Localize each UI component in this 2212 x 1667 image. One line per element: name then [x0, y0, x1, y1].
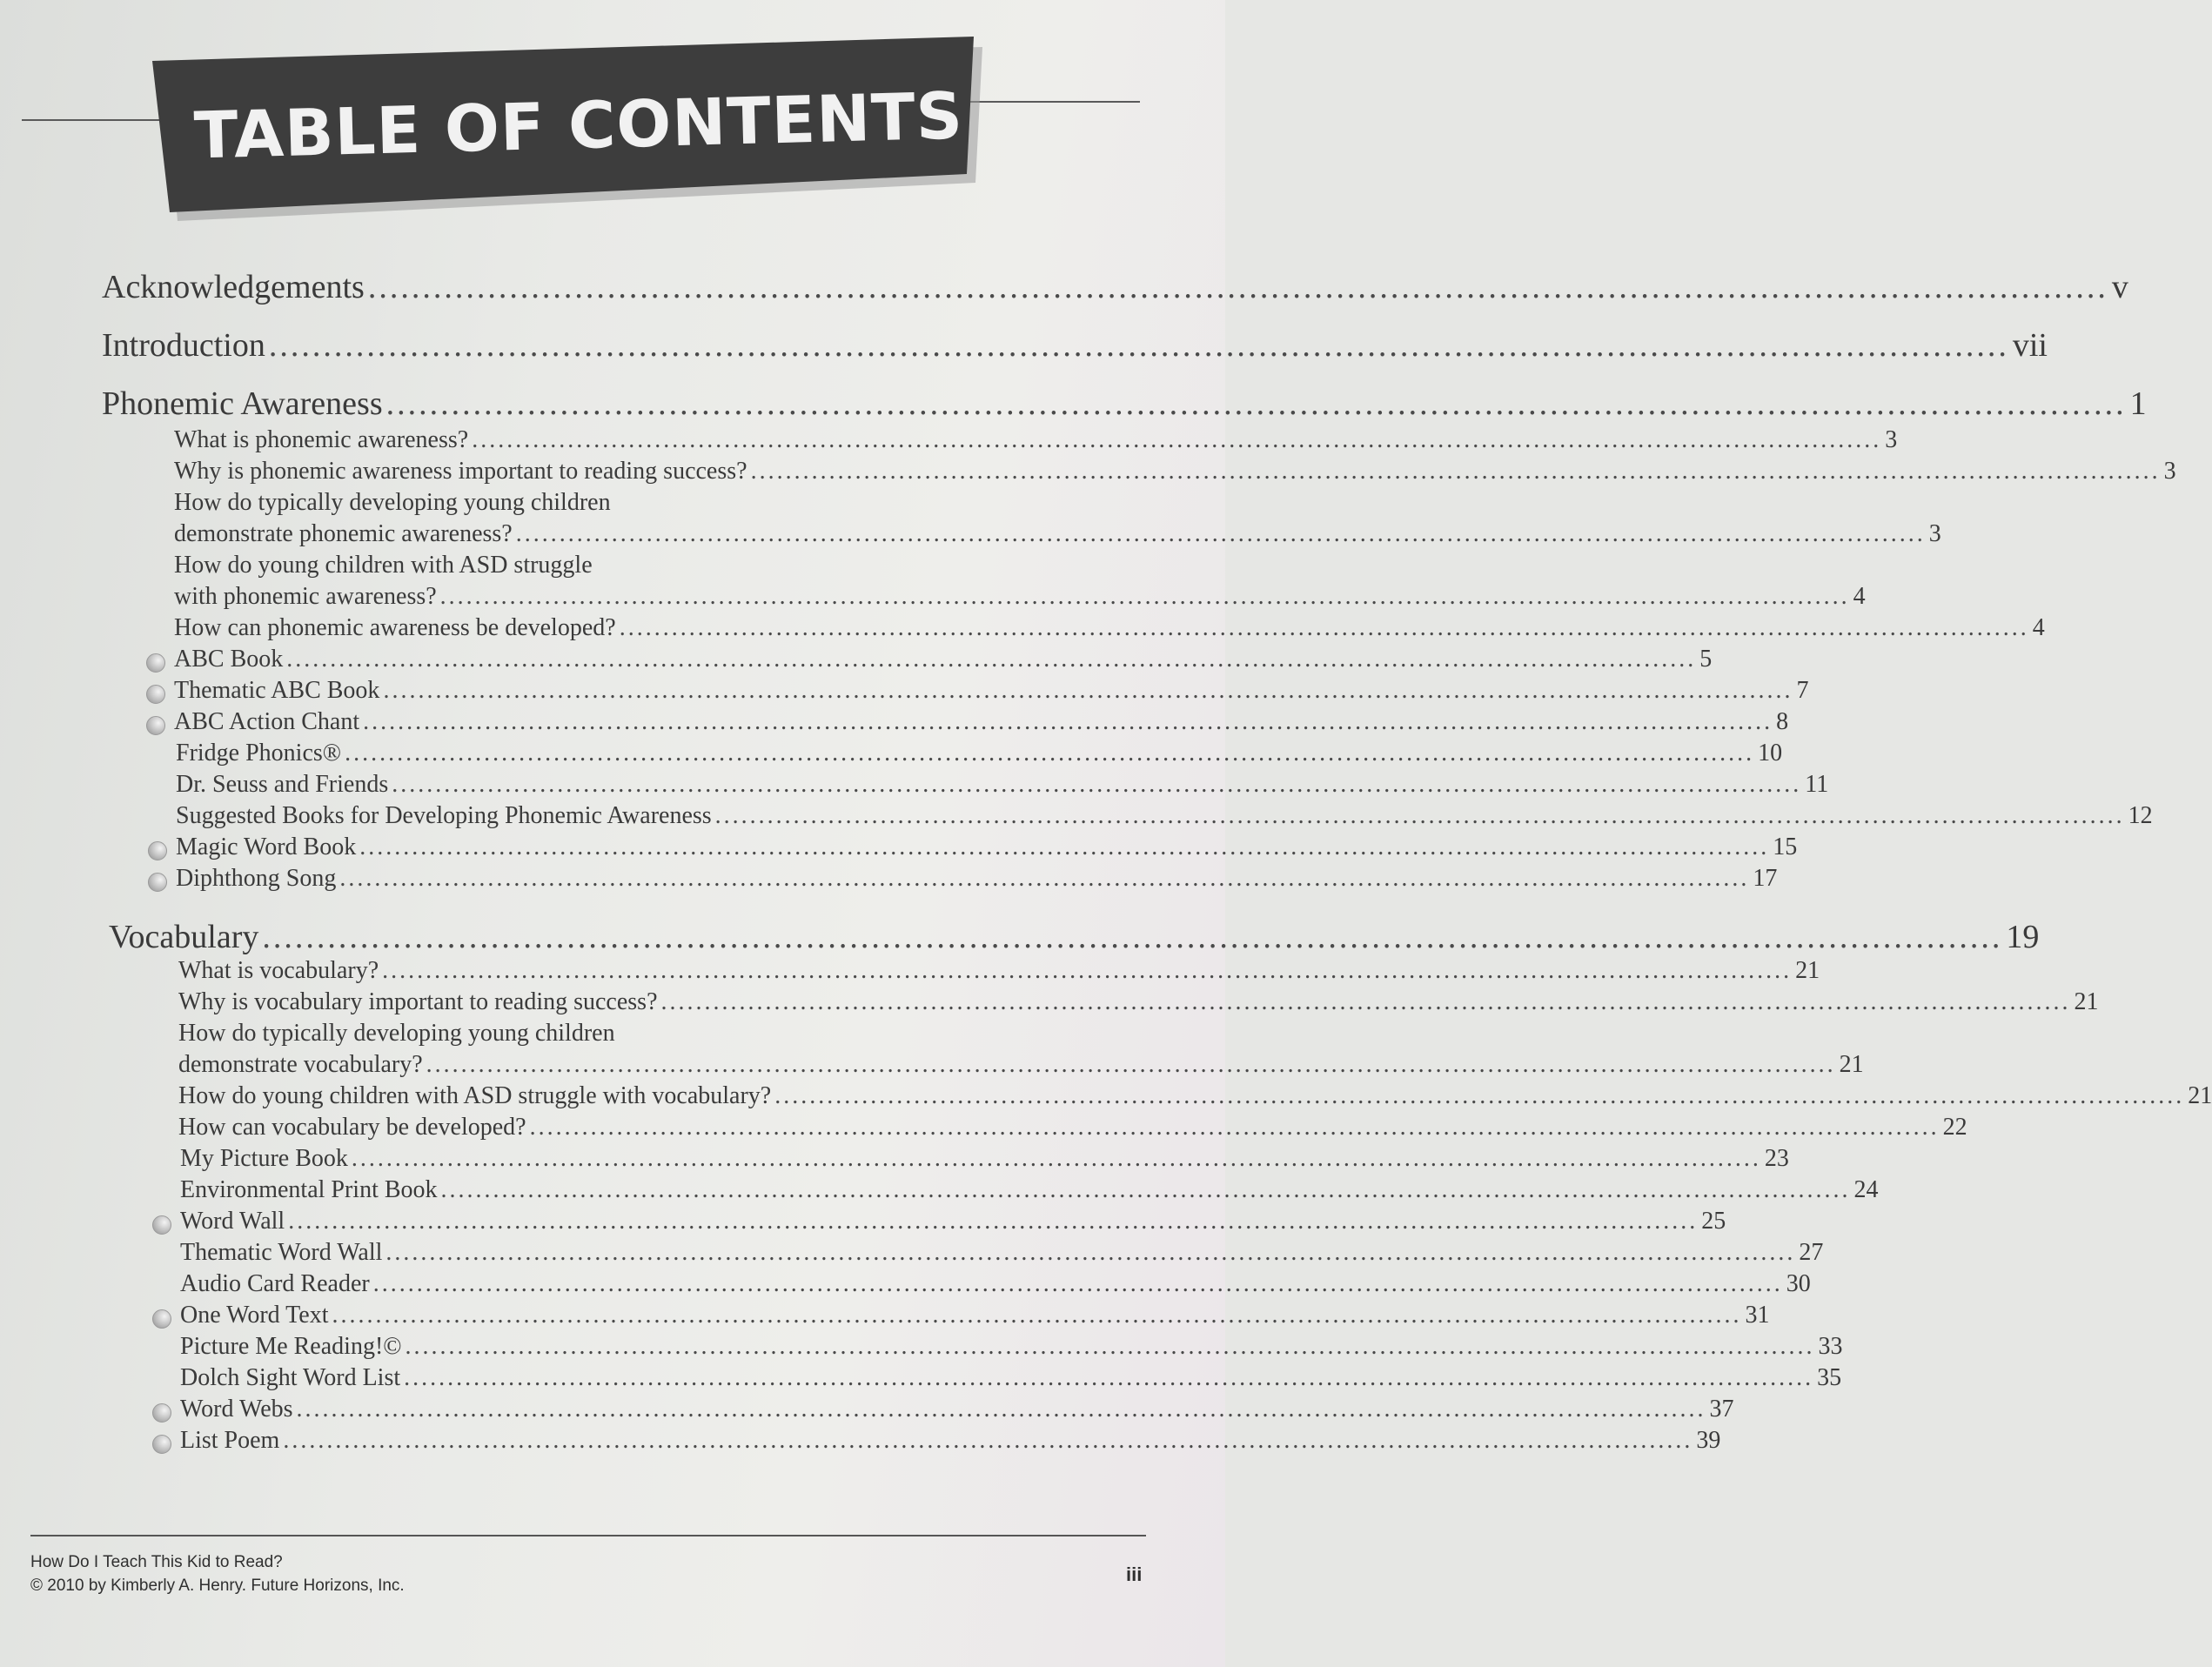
- cd-disc-icon: [146, 653, 165, 673]
- toc-item-title: Thematic ABC Book: [174, 677, 380, 704]
- toc-item-page: 35: [1817, 1364, 1842, 1391]
- toc-item[interactable]: [180, 1270, 1811, 1298]
- toc-item-title: List Poem: [180, 1427, 280, 1454]
- toc-entry-page: v: [2111, 269, 2128, 305]
- toc-item-title: Audio Card Reader: [180, 1270, 370, 1297]
- dot-leader: ..................................................................................................................................................................: [332, 1302, 1742, 1329]
- dot-leader: ................................................................................................................................................................: [367, 269, 2108, 305]
- toc-item-title: Diphthong Song: [176, 865, 337, 892]
- cd-disc-icon: [146, 685, 165, 704]
- dot-leader: ..................................................................................................................................................................: [750, 458, 2161, 485]
- toc-item[interactable]: [174, 708, 1789, 736]
- toc-item-page: 4: [2032, 614, 2045, 641]
- toc-entry-introduction[interactable]: [102, 326, 2048, 365]
- dot-leader: ..................................................................................................................................................................: [286, 646, 1697, 673]
- toc-item-page: 22: [1942, 1114, 1967, 1141]
- toc-item-title: ABC Book: [174, 646, 284, 673]
- toc-item-title: Word Wall: [180, 1208, 285, 1235]
- toc-item-page: 21: [1795, 957, 1820, 984]
- toc-item-title: What is phonemic awareness?: [174, 426, 469, 453]
- toc-item-title: Picture Me Reading!©: [180, 1333, 402, 1360]
- toc-item-page: 31: [1745, 1302, 1770, 1329]
- dot-leader: ..................................................................................................................................................................: [405, 1333, 1815, 1360]
- toc-item-title: with phonemic awareness?: [174, 583, 437, 610]
- toc-item-page: 37: [1709, 1396, 1734, 1423]
- toc-item-title: Dolch Sight Word List: [180, 1364, 401, 1391]
- dot-leader: ..................................................................................................................................................................: [385, 1239, 1796, 1266]
- toc-item-page: 11: [1805, 771, 1829, 798]
- toc-item-title: One Word Text: [180, 1302, 329, 1329]
- toc-item[interactable]: [180, 1427, 1721, 1455]
- toc-item-page: 17: [1753, 865, 1778, 892]
- dot-leader: ..................................................................................................................................................................: [619, 614, 2029, 641]
- toc-item[interactable]: [178, 957, 1820, 985]
- toc-item-title: demonstrate vocabulary?: [178, 1051, 423, 1078]
- toc-section-vocabulary[interactable]: [109, 918, 2040, 956]
- toc-item[interactable]: [180, 1208, 1726, 1235]
- toc-item-page: 7: [1796, 677, 1809, 704]
- toc-item-page: 5: [1699, 646, 1713, 673]
- dot-leader: ..................................................................................................................................................................: [359, 834, 1770, 860]
- toc-item[interactable]: [174, 583, 1866, 611]
- toc-item-title: How can phonemic awareness be developed?: [174, 614, 616, 641]
- toc-item-page: 25: [1701, 1208, 1726, 1235]
- dot-leader: ..................................................................................................................................................................: [339, 865, 1750, 892]
- toc-item-line1: How do typically developing young children: [178, 1020, 615, 1047]
- toc-item-page: 30: [1786, 1270, 1811, 1297]
- toc-item-page: 4: [1853, 583, 1866, 610]
- toc-item-page: 33: [1818, 1333, 1843, 1360]
- toc-item[interactable]: [180, 1302, 1770, 1329]
- toc-item-title: Magic Word Book: [176, 834, 357, 860]
- toc-item[interactable]: [174, 614, 2045, 642]
- dot-leader: ..................................................................................................................................................................: [714, 802, 2125, 829]
- dot-leader: ..................................................................................................................................................................: [439, 583, 1850, 610]
- toc-item[interactable]: [176, 740, 1783, 767]
- toc-entry-title: Introduction: [102, 327, 265, 364]
- toc-item[interactable]: [174, 646, 1713, 673]
- toc-item[interactable]: [176, 865, 1778, 893]
- cd-disc-icon: [152, 1215, 171, 1235]
- toc-item[interactable]: [174, 520, 1941, 548]
- toc-item[interactable]: [174, 677, 1809, 705]
- dot-leader: ..................................................................................................................................................................: [426, 1051, 1836, 1078]
- dot-leader: ................................................................................................................................................................: [268, 327, 2009, 364]
- toc-item[interactable]: [176, 802, 2153, 830]
- toc-section-page: 19: [2006, 919, 2040, 955]
- dot-leader: ..................................................................................................................................................................: [392, 771, 1802, 798]
- toc-item-title: Fridge Phonics®: [176, 740, 342, 767]
- toc-item-page: 21: [2074, 988, 2099, 1015]
- toc-item[interactable]: [174, 458, 2176, 485]
- cd-disc-icon: [152, 1403, 171, 1423]
- toc-entry-acknowledgements[interactable]: [102, 268, 2128, 306]
- cd-disc-icon: [148, 841, 167, 860]
- toc-item-page: 21: [2188, 1082, 2212, 1109]
- toc-item[interactable]: [178, 1051, 1864, 1079]
- dot-leader: ..................................................................................................................................................................: [529, 1114, 1940, 1141]
- toc-item-title: Suggested Books for Developing Phonemic Awareness: [176, 802, 712, 829]
- toc-item-page: 39: [1696, 1427, 1721, 1454]
- toc-section-phonemic-awareness[interactable]: [102, 385, 2147, 423]
- toc-item-page: 23: [1764, 1145, 1789, 1172]
- toc-item-page: 15: [1773, 834, 1798, 860]
- dot-leader: ..................................................................................................................................................................: [382, 957, 1793, 984]
- toc-item-title: Environmental Print Book: [180, 1176, 438, 1203]
- toc-item[interactable]: [174, 426, 1898, 454]
- footer-copyright: © 2010 by Kimberly A. Henry. Future Horizons, Inc.: [30, 1577, 405, 1595]
- toc-item[interactable]: [178, 1082, 2212, 1110]
- dot-leader: ..................................................................................................................................................................: [515, 520, 1926, 547]
- dot-leader: ................................................................................................................................................................: [262, 919, 2003, 955]
- toc-item-title: How do young children with ASD struggle with vocabulary?: [178, 1082, 772, 1109]
- toc-item-page: 3: [2163, 458, 2176, 485]
- dot-leader: ..................................................................................................................................................................: [660, 988, 2071, 1015]
- toc-item-title: My Picture Book: [180, 1145, 348, 1172]
- cd-disc-icon: [146, 716, 165, 735]
- toc-item-page: 21: [1839, 1051, 1864, 1078]
- dot-leader: ..................................................................................................................................................................: [404, 1364, 1814, 1391]
- dot-leader: ..................................................................................................................................................................: [472, 426, 1882, 453]
- toc-item[interactable]: [180, 1396, 1734, 1423]
- dot-leader: ................................................................................................................................................................: [385, 385, 2127, 422]
- toc-item-page: 24: [1853, 1176, 1879, 1203]
- cd-disc-icon: [148, 873, 167, 892]
- toc-item-line1: How do typically developing young children: [174, 489, 611, 516]
- toc-entry-page: vii: [2012, 327, 2048, 364]
- toc-item-page: 3: [1928, 520, 1941, 547]
- dot-leader: ..................................................................................................................................................................: [288, 1208, 1699, 1235]
- dot-leader: ..................................................................................................................................................................: [351, 1145, 1761, 1172]
- footer-rule: [30, 1535, 1146, 1536]
- toc-item-title: Why is vocabulary important to reading success?: [178, 988, 658, 1015]
- dot-leader: ..................................................................................................................................................................: [283, 1427, 1693, 1454]
- toc-item[interactable]: [180, 1333, 1843, 1361]
- toc-item[interactable]: [180, 1239, 1824, 1267]
- toc-item-title: Dr. Seuss and Friends: [176, 771, 389, 798]
- toc-item[interactable]: [180, 1145, 1789, 1173]
- toc-item[interactable]: [178, 988, 2099, 1016]
- dot-leader: ..................................................................................................................................................................: [296, 1396, 1706, 1423]
- toc-section-page: 1: [2129, 385, 2147, 422]
- toc-item-title: How can vocabulary be developed?: [178, 1114, 526, 1141]
- cd-disc-icon: [152, 1435, 171, 1454]
- toc-item-page: 8: [1776, 708, 1789, 735]
- toc-item[interactable]: [180, 1176, 1879, 1204]
- toc-entry-title: Acknowledgements: [102, 269, 365, 305]
- toc-item-page: 3: [1885, 426, 1898, 453]
- toc-item-page: 27: [1799, 1239, 1824, 1266]
- toc-item-line1: How do young children with ASD struggle: [174, 552, 593, 579]
- toc-item[interactable]: [176, 834, 1798, 861]
- dot-leader: ..................................................................................................................................................................: [383, 677, 1793, 704]
- toc-item-page: 12: [2128, 802, 2153, 829]
- toc-item-title: demonstrate phonemic awareness?: [174, 520, 513, 547]
- dot-leader: ..................................................................................................................................................................: [372, 1270, 1783, 1297]
- dot-leader: ..................................................................................................................................................................: [774, 1082, 2185, 1109]
- toc-item-title: ABC Action Chant: [174, 708, 360, 735]
- toc-item-title: What is vocabulary?: [178, 957, 379, 984]
- toc-item-page: 10: [1758, 740, 1783, 767]
- toc-item-title: Word Webs: [180, 1396, 293, 1423]
- dot-leader: ..................................................................................................................................................................: [363, 708, 1773, 735]
- cd-disc-icon: [152, 1309, 171, 1329]
- footer-page-number: iii: [1126, 1563, 1143, 1585]
- page-title: TABLE OF CONTENTS: [193, 78, 964, 174]
- dot-leader: ..................................................................................................................................................................: [440, 1176, 1851, 1203]
- toc-item-title: Thematic Word Wall: [180, 1239, 383, 1266]
- toc-item-title: Why is phonemic awareness important to reading success?: [174, 458, 747, 485]
- toc-item[interactable]: [176, 771, 1829, 799]
- toc-section-title: Vocabulary: [109, 919, 259, 955]
- footer-book-title: How Do I Teach This Kid to Read?: [30, 1553, 283, 1571]
- toc-item[interactable]: [180, 1364, 1842, 1392]
- toc-section-title: Phonemic Awareness: [102, 385, 383, 422]
- toc-item[interactable]: [178, 1114, 1967, 1141]
- dot-leader: ..................................................................................................................................................................: [345, 740, 1755, 767]
